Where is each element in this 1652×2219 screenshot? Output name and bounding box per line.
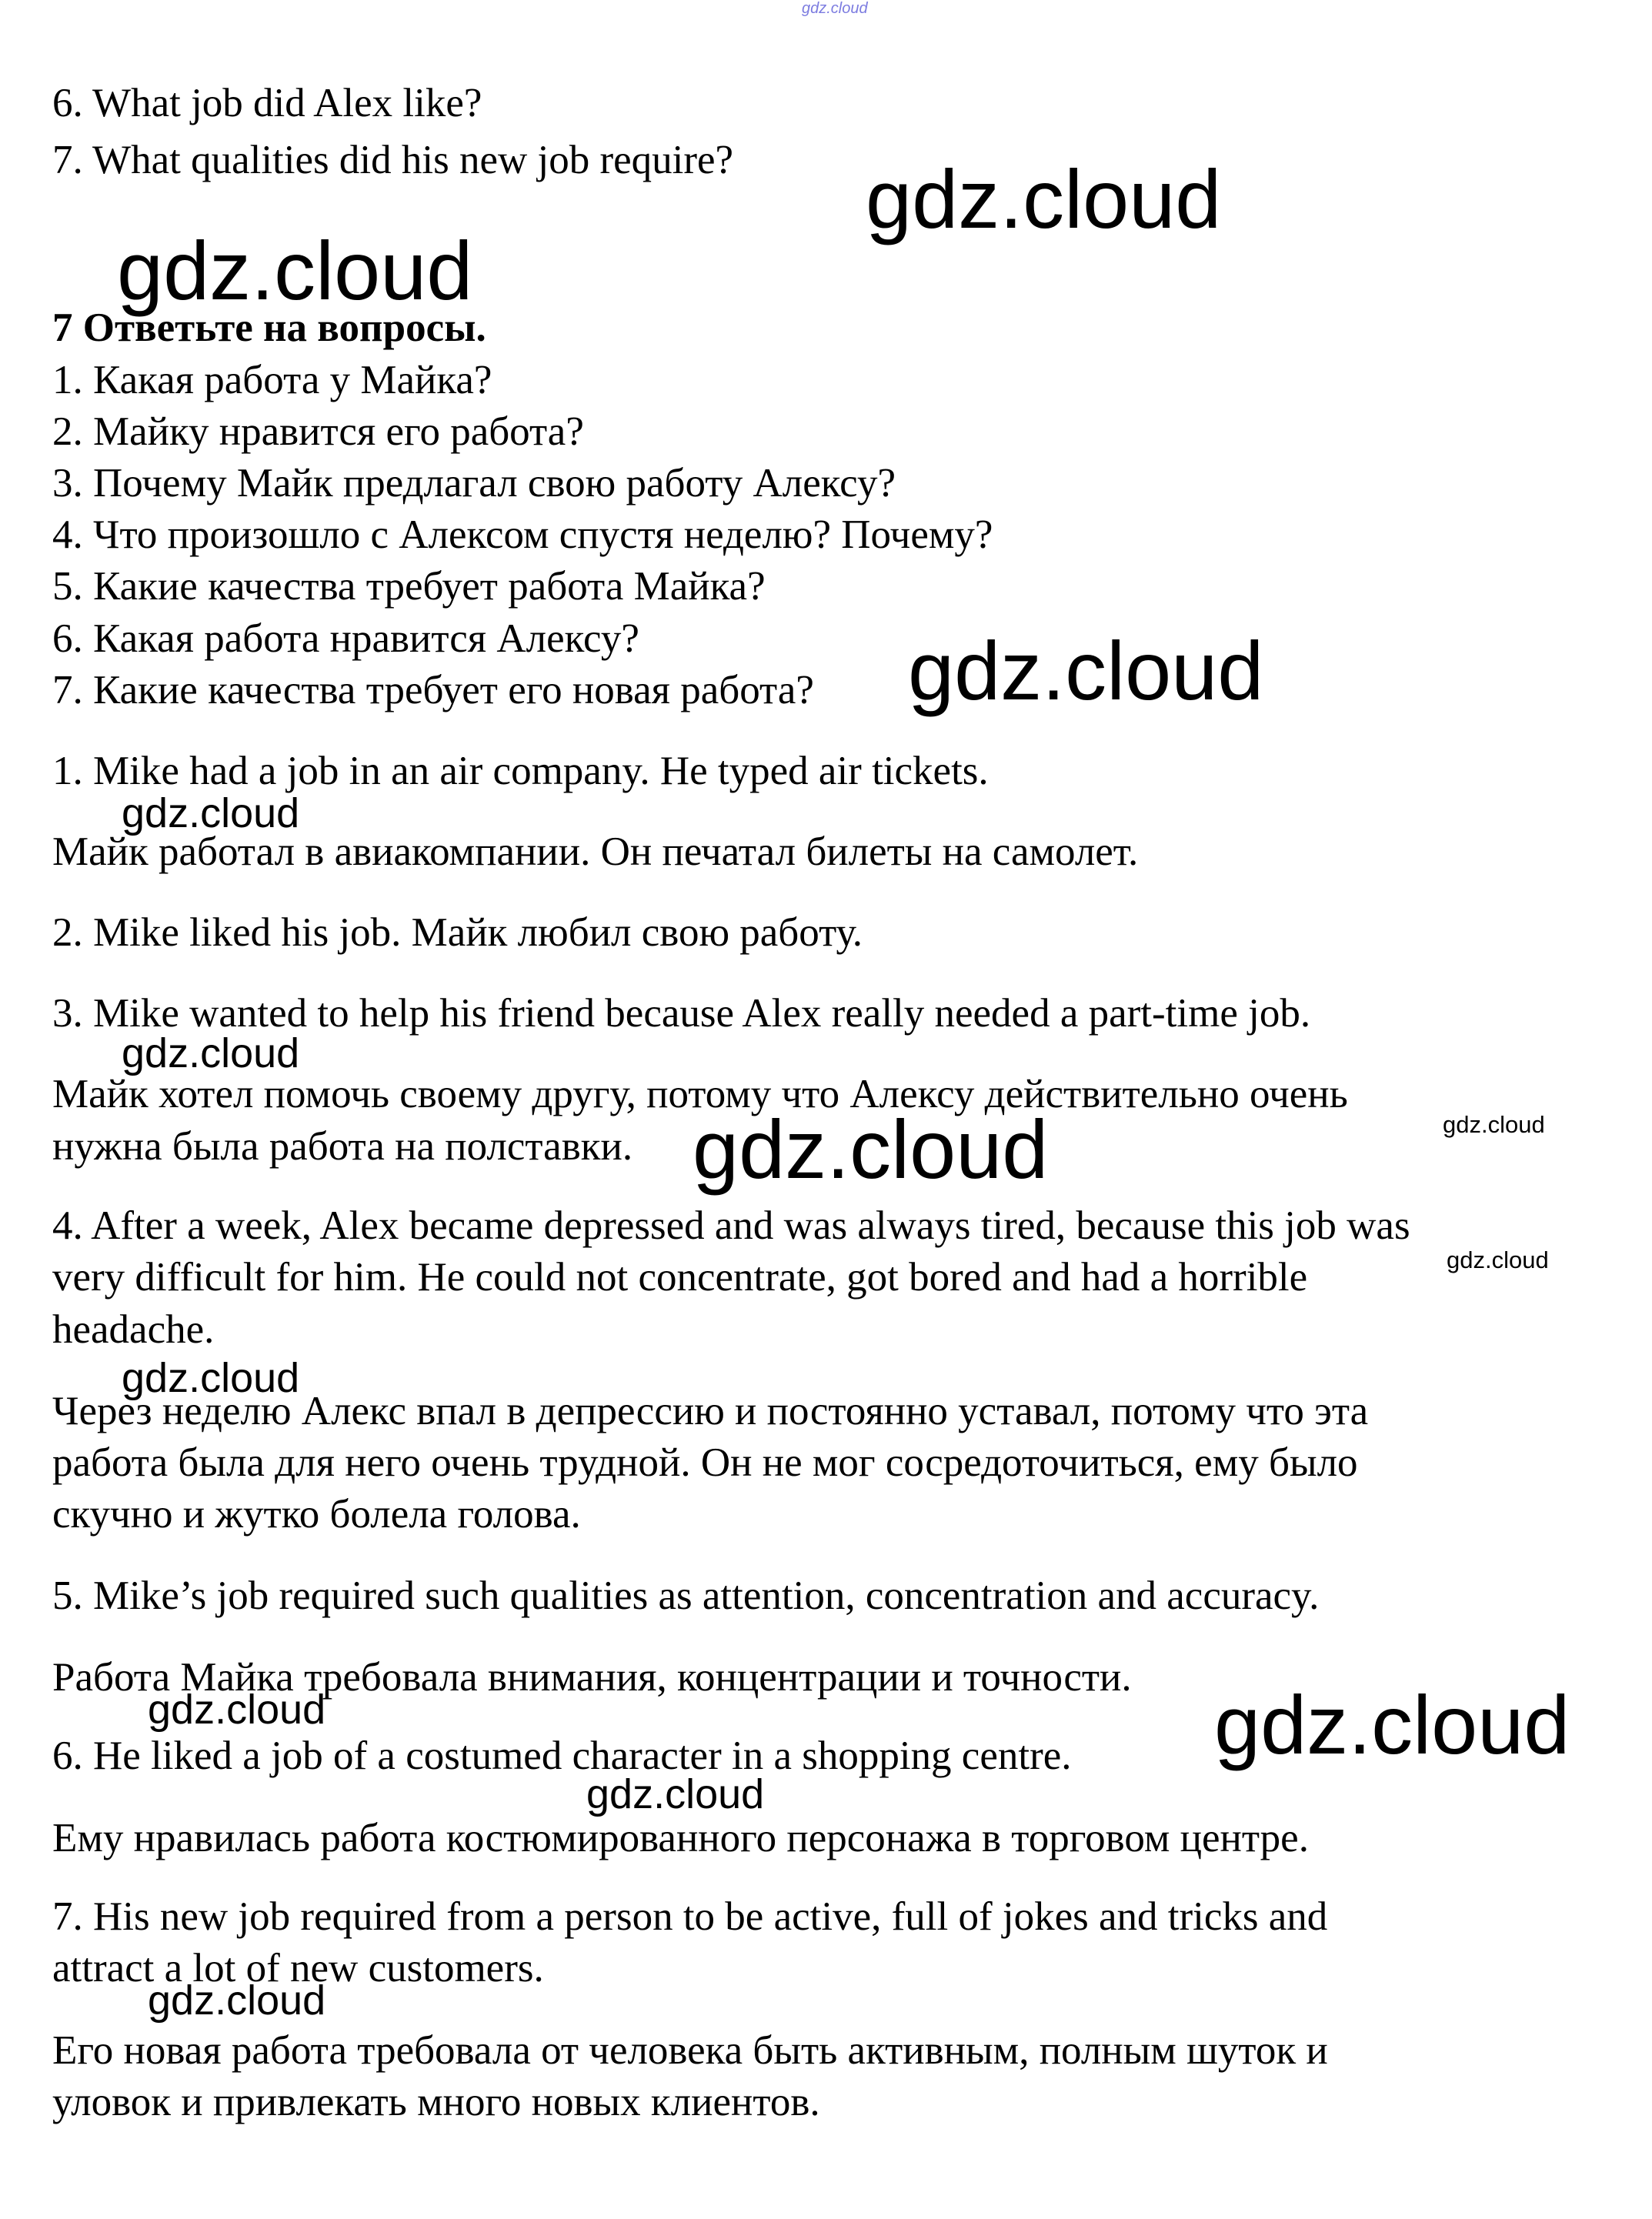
watermark-logo: gdz.cloud	[1443, 1111, 1545, 1138]
question-en-7: 7. What qualities did his new job require?	[52, 138, 734, 182]
watermark-logo: gdz.cloud	[1214, 1678, 1570, 1771]
watermark-logo: gdz.cloud	[122, 790, 300, 836]
answer-1-ru: Майк работал в авиакомпании. Он печатал билеты на самолет.	[52, 829, 1139, 874]
watermark-logo: gdz.cloud	[148, 1687, 326, 1733]
watermark-logo: gdz.cloud	[1447, 1246, 1549, 1273]
question-en-6: 6. What job did Alex like?	[52, 81, 482, 125]
watermark-logo: gdz.cloud	[122, 1355, 300, 1401]
answer-3-ru-line-2: нужна была работа на полставки.	[52, 1124, 633, 1169]
watermark-logo: gdz.cloud	[148, 1977, 326, 2024]
answer-6-en: 6. He liked a job of a costumed character in a shopping centre.	[52, 1733, 1072, 1778]
watermark-logo: gdz.cloud	[908, 624, 1264, 717]
answer-6-ru: Ему нравилась работа костюмированного персонажа в торговом центре.	[52, 1816, 1309, 1860]
top-watermark: gdz.cloud	[802, 0, 868, 17]
question-ru-4: 4. Что произошло с Алексом спустя неделю? Почему?	[52, 512, 993, 557]
answer-7-ru-line-2: уловок и привлекать много новых клиентов.	[52, 2080, 820, 2124]
answer-3-en: 3. Mike wanted to help his friend because Alex really needed a part-time job.	[52, 991, 1311, 1036]
answer-5-en: 5. Mike’s job required such qualities as attention, concentration and accuracy.	[52, 1573, 1320, 1618]
watermark-logo: gdz.cloud	[117, 224, 473, 317]
answer-7-ru-line-1: Его новая работа требовала от человека быть активным, полным шуток и	[52, 2028, 1328, 2073]
answer-7-en-line-2: attract a lot of new customers.	[52, 1946, 544, 1990]
question-ru-5: 5. Какие качества требует работа Майка?	[52, 564, 766, 609]
watermark-logo: gdz.cloud	[586, 1771, 765, 1817]
answer-4-en-line-1: 4. After a week, Alex became depressed and was always tired, because this job was	[52, 1203, 1410, 1248]
section-7-heading: 7 Ответьте на вопросы.	[52, 305, 486, 350]
watermark-logo: gdz.cloud	[866, 152, 1222, 245]
question-ru-3: 3. Почему Майк предлагал свою работу Алексу?	[52, 461, 896, 506]
question-ru-2: 2. Майку нравится его работа?	[52, 409, 584, 454]
question-ru-6: 6. Какая работа нравится Алексу?	[52, 616, 639, 661]
answer-4-ru-line-3: скучно и жутко болела голова.	[52, 1492, 581, 1537]
question-ru-7: 7. Какие качества требует его новая работа?	[52, 668, 814, 712]
answer-5-ru: Работа Майка требовала внимания, концентрации и точности.	[52, 1655, 1132, 1700]
watermark-logo: gdz.cloud	[693, 1103, 1049, 1196]
answer-2: 2. Mike liked his job. Майк любил свою работу.	[52, 910, 863, 955]
answer-3-ru-line-1: Майк хотел помочь своему другу, потому что Алексу действительно очень	[52, 1072, 1348, 1116]
answer-4-ru-line-1: Через неделю Алекс впал в депрессию и постоянно уставал, потому что эта	[52, 1389, 1369, 1433]
question-ru-1: 1. Какая работа у Майка?	[52, 358, 492, 402]
answer-4-en-line-3: headache.	[52, 1307, 215, 1352]
answer-1-en: 1. Mike had a job in an air company. He typed air tickets.	[52, 749, 989, 793]
answer-4-en-line-2: very difficult for him. He could not concentrate, got bored and had a horrible	[52, 1255, 1308, 1300]
answer-4-ru-line-2: работа была для него очень трудной. Он не мог сосредоточиться, ему было	[52, 1440, 1358, 1485]
watermark-logo: gdz.cloud	[122, 1030, 300, 1076]
answer-7-en-line-1: 7. His new job required from a person to be active, full of jokes and tricks and	[52, 1894, 1328, 1939]
